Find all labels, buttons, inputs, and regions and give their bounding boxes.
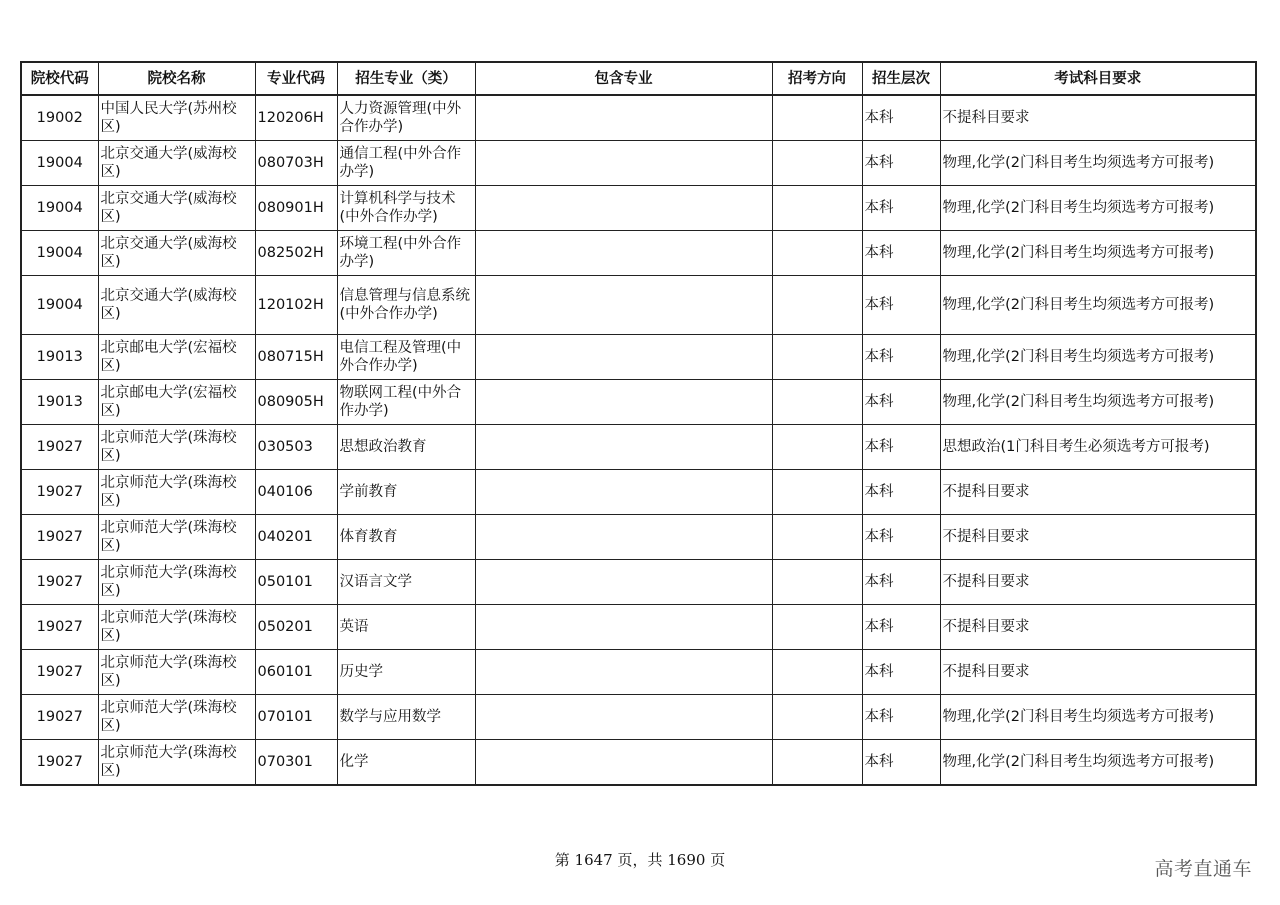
cell-requirement: 不提科目要求 bbox=[940, 650, 1256, 695]
cell-requirement: 物理,化学(2门科目考生均须选考方可报考) bbox=[940, 141, 1256, 186]
cell-requirement: 不提科目要求 bbox=[940, 515, 1256, 560]
cell-school-name: 北京师范大学(珠海校区) bbox=[98, 740, 255, 786]
cell-includes bbox=[475, 231, 772, 276]
cell-requirement: 物理,化学(2门科目考生均须选考方可报考) bbox=[940, 231, 1256, 276]
cell-direction bbox=[772, 605, 862, 650]
cell-school-code: 19013 bbox=[21, 380, 98, 425]
cell-major: 通信工程(中外合作办学) bbox=[337, 141, 475, 186]
cell-major: 物联网工程(中外合作办学) bbox=[337, 380, 475, 425]
cell-level: 本科 bbox=[862, 380, 940, 425]
cell-school-code: 19027 bbox=[21, 695, 98, 740]
cell-school-name: 北京交通大学(威海校区) bbox=[98, 231, 255, 276]
cell-includes bbox=[475, 141, 772, 186]
cell-major-code: 050101 bbox=[255, 560, 337, 605]
cell-major-code: 082502H bbox=[255, 231, 337, 276]
table-row bbox=[21, 95, 1256, 141]
cell-major: 人力资源管理(中外合作办学) bbox=[337, 95, 475, 141]
cell-school-code: 19027 bbox=[21, 425, 98, 470]
cell-direction bbox=[772, 186, 862, 231]
cell-major-code: 080715H bbox=[255, 335, 337, 380]
cell-direction bbox=[772, 470, 862, 515]
cell-includes bbox=[475, 695, 772, 740]
table-row bbox=[21, 335, 1256, 380]
cell-includes bbox=[475, 276, 772, 335]
cell-major: 信息管理与信息系统(中外合作办学) bbox=[337, 276, 475, 335]
cell-includes bbox=[475, 335, 772, 380]
table-row bbox=[21, 560, 1256, 605]
cell-requirement: 物理,化学(2门科目考生均须选考方可报考) bbox=[940, 186, 1256, 231]
cell-school-code: 19013 bbox=[21, 335, 98, 380]
cell-level: 本科 bbox=[862, 186, 940, 231]
table-row bbox=[21, 231, 1256, 276]
cell-requirement: 不提科目要求 bbox=[940, 560, 1256, 605]
cell-direction bbox=[772, 335, 862, 380]
table-row bbox=[21, 515, 1256, 560]
cell-direction bbox=[772, 276, 862, 335]
cell-school-name: 中国人民大学(苏州校区) bbox=[98, 95, 255, 141]
cell-major-code: 060101 bbox=[255, 650, 337, 695]
header-includes: 包含专业 bbox=[475, 62, 772, 95]
cell-major-code: 080901H bbox=[255, 186, 337, 231]
table-row bbox=[21, 425, 1256, 470]
header-school-name: 院校名称 bbox=[98, 62, 255, 95]
cell-direction bbox=[772, 740, 862, 786]
table-row bbox=[21, 695, 1256, 740]
cell-school-name: 北京交通大学(威海校区) bbox=[98, 186, 255, 231]
header-level: 招生层次 bbox=[862, 62, 940, 95]
header-direction: 招考方向 bbox=[772, 62, 862, 95]
cell-school-name: 北京邮电大学(宏福校区) bbox=[98, 380, 255, 425]
cell-includes bbox=[475, 560, 772, 605]
cell-major-code: 070301 bbox=[255, 740, 337, 786]
cell-school-name: 北京邮电大学(宏福校区) bbox=[98, 335, 255, 380]
cell-major-code: 080703H bbox=[255, 141, 337, 186]
cell-major-code: 050201 bbox=[255, 605, 337, 650]
cell-direction bbox=[772, 560, 862, 605]
cell-major: 历史学 bbox=[337, 650, 475, 695]
cell-major: 化学 bbox=[337, 740, 475, 786]
cell-requirement: 思想政治(1门科目考生必须选考方可报考) bbox=[940, 425, 1256, 470]
header-requirement: 考试科目要求 bbox=[940, 62, 1256, 95]
header-major-code: 专业代码 bbox=[255, 62, 337, 95]
cell-major: 环境工程(中外合作办学) bbox=[337, 231, 475, 276]
cell-school-name: 北京师范大学(珠海校区) bbox=[98, 515, 255, 560]
cell-level: 本科 bbox=[862, 515, 940, 560]
cell-requirement: 不提科目要求 bbox=[940, 95, 1256, 141]
cell-level: 本科 bbox=[862, 695, 940, 740]
cell-school-code: 19004 bbox=[21, 141, 98, 186]
cell-major: 电信工程及管理(中外合作办学) bbox=[337, 335, 475, 380]
table-row bbox=[21, 740, 1256, 786]
cell-level: 本科 bbox=[862, 740, 940, 786]
header-school-code: 院校代码 bbox=[21, 62, 98, 95]
cell-major: 汉语言文学 bbox=[337, 560, 475, 605]
cell-level: 本科 bbox=[862, 141, 940, 186]
cell-school-code: 19004 bbox=[21, 276, 98, 335]
cell-level: 本科 bbox=[862, 231, 940, 276]
cell-level: 本科 bbox=[862, 425, 940, 470]
cell-level: 本科 bbox=[862, 335, 940, 380]
cell-major: 英语 bbox=[337, 605, 475, 650]
cell-level: 本科 bbox=[862, 95, 940, 141]
cell-major-code: 070101 bbox=[255, 695, 337, 740]
cell-direction bbox=[772, 515, 862, 560]
cell-major: 数学与应用数学 bbox=[337, 695, 475, 740]
cell-school-name: 北京师范大学(珠海校区) bbox=[98, 695, 255, 740]
header-major: 招生专业（类） bbox=[337, 62, 475, 95]
cell-school-code: 19004 bbox=[21, 186, 98, 231]
cell-major-code: 030503 bbox=[255, 425, 337, 470]
cell-direction bbox=[772, 650, 862, 695]
cell-school-code: 19027 bbox=[21, 650, 98, 695]
table-row bbox=[21, 470, 1256, 515]
cell-school-name: 北京师范大学(珠海校区) bbox=[98, 470, 255, 515]
table-row bbox=[21, 380, 1256, 425]
cell-requirement: 物理,化学(2门科目考生均须选考方可报考) bbox=[940, 380, 1256, 425]
cell-level: 本科 bbox=[862, 605, 940, 650]
cell-includes bbox=[475, 650, 772, 695]
cell-direction bbox=[772, 380, 862, 425]
cell-major-code: 040201 bbox=[255, 515, 337, 560]
cell-requirement: 物理,化学(2门科目考生均须选考方可报考) bbox=[940, 695, 1256, 740]
cell-school-code: 19027 bbox=[21, 605, 98, 650]
cell-requirement: 不提科目要求 bbox=[940, 605, 1256, 650]
cell-major-code: 120206H bbox=[255, 95, 337, 141]
cell-includes bbox=[475, 186, 772, 231]
cell-direction bbox=[772, 95, 862, 141]
cell-school-name: 北京师范大学(珠海校区) bbox=[98, 605, 255, 650]
cell-major-code: 080905H bbox=[255, 380, 337, 425]
cell-major: 学前教育 bbox=[337, 470, 475, 515]
cell-includes bbox=[475, 515, 772, 560]
table-row bbox=[21, 605, 1256, 650]
cell-school-code: 19027 bbox=[21, 740, 98, 786]
cell-level: 本科 bbox=[862, 470, 940, 515]
header-row bbox=[21, 62, 1256, 95]
cell-school-name: 北京师范大学(珠海校区) bbox=[98, 650, 255, 695]
cell-school-name: 北京师范大学(珠海校区) bbox=[98, 560, 255, 605]
page-number: 第 1647 页，共 1690 页 bbox=[554, 851, 726, 869]
cell-major: 计算机科学与技术(中外合作办学) bbox=[337, 186, 475, 231]
cell-requirement: 物理,化学(2门科目考生均须选考方可报考) bbox=[940, 740, 1256, 786]
cell-major-code: 040106 bbox=[255, 470, 337, 515]
cell-requirement: 物理,化学(2门科目考生均须选考方可报考) bbox=[940, 335, 1256, 380]
cell-level: 本科 bbox=[862, 560, 940, 605]
cell-school-name: 北京师范大学(珠海校区) bbox=[98, 425, 255, 470]
cell-level: 本科 bbox=[862, 650, 940, 695]
table-row bbox=[21, 141, 1256, 186]
cell-school-code: 19027 bbox=[21, 470, 98, 515]
cell-major: 思想政治教育 bbox=[337, 425, 475, 470]
cell-school-name: 北京交通大学(威海校区) bbox=[98, 141, 255, 186]
cell-includes bbox=[475, 425, 772, 470]
table-row bbox=[21, 276, 1256, 335]
table-row bbox=[21, 186, 1256, 231]
cell-direction bbox=[772, 141, 862, 186]
cell-major: 体育教育 bbox=[337, 515, 475, 560]
cell-requirement: 物理,化学(2门科目考生均须选考方可报考) bbox=[940, 276, 1256, 335]
cell-includes bbox=[475, 470, 772, 515]
cell-school-name: 北京交通大学(威海校区) bbox=[98, 276, 255, 335]
table-row bbox=[21, 650, 1256, 695]
watermark: 高考直通车 bbox=[1154, 858, 1252, 880]
cell-school-code: 19004 bbox=[21, 231, 98, 276]
cell-school-code: 19027 bbox=[21, 560, 98, 605]
cell-level: 本科 bbox=[862, 276, 940, 335]
cell-includes bbox=[475, 380, 772, 425]
cell-includes bbox=[475, 605, 772, 650]
cell-major-code: 120102H bbox=[255, 276, 337, 335]
cell-direction bbox=[772, 695, 862, 740]
cell-direction bbox=[772, 425, 862, 470]
cell-includes bbox=[475, 95, 772, 141]
cell-school-code: 19027 bbox=[21, 515, 98, 560]
cell-direction bbox=[772, 231, 862, 276]
cell-school-code: 19002 bbox=[21, 95, 98, 141]
cell-requirement: 不提科目要求 bbox=[940, 470, 1256, 515]
cell-includes bbox=[475, 740, 772, 786]
admissions-table bbox=[20, 61, 1257, 786]
